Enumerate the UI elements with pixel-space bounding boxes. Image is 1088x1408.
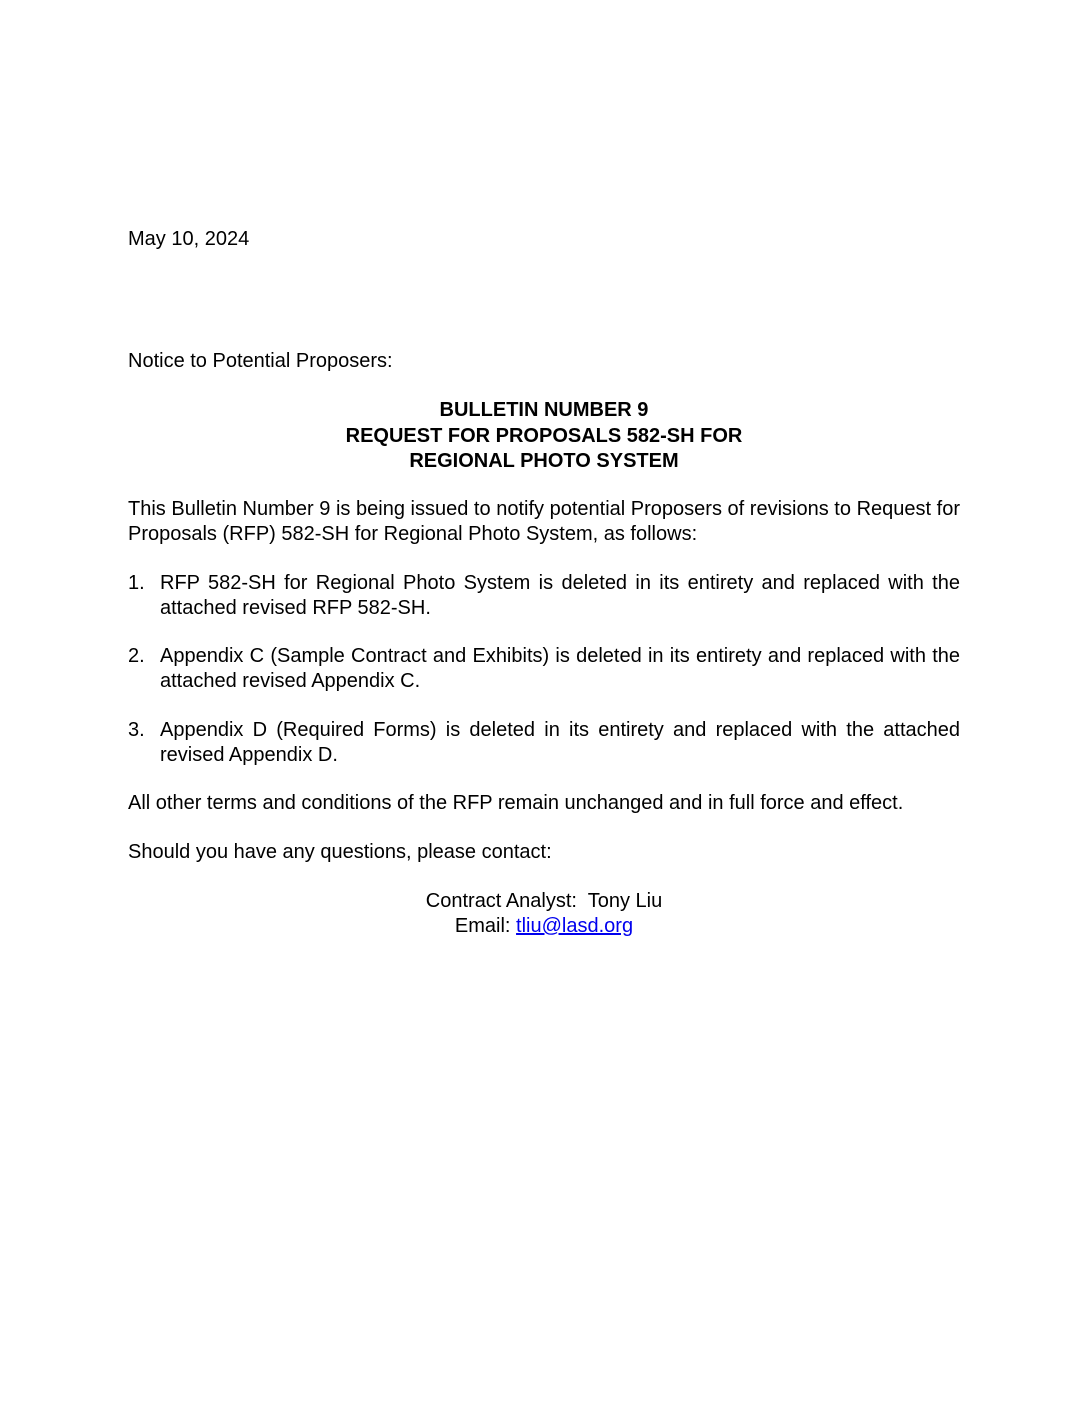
contact-analyst: Contract Analyst: Tony Liu [425,890,663,912]
salutation: Notice to Potential Proposers: [128,350,393,372]
title-line-3: REGIONAL PHOTO SYSTEM [409,450,679,472]
list-item [128,571,960,621]
list-item-text: Appendix D (Required Forms) is deleted in its entirety and replaced with the attached revised Appendix D. [160,719,960,766]
list-item [128,718,960,768]
closing-paragraph: All other terms and conditions of the RFP remain unchanged and in full force and effect. [128,792,904,814]
list-item [128,644,960,694]
list-item-number: 2. [128,645,145,667]
title-line-2: REQUEST FOR PROPOSALS 582-SH FOR [345,424,743,447]
list-item-text: Appendix C (Sample Contract and Exhibits) is deleted in its entirety and replaced with the attached revised Appendix C. [160,645,960,692]
bulletin-title [128,398,960,475]
list-item-number: 3. [128,719,145,741]
contact-email-line [128,914,960,939]
contact-prompt: Should you have any questions, please contact: [128,841,552,863]
list-item-text: RFP 582-SH for Regional Photo System is deleted in its entirety and replaced with the attached revised RFP 582-SH. [160,572,960,619]
email-link[interactable]: tliu@lasd.org [516,915,634,937]
document-date: May 10, 2024 [128,228,250,250]
email-label: Email: [454,915,517,937]
contact-block [128,889,960,939]
list-item-number: 1. [128,572,145,594]
title-line-1: BULLETIN NUMBER 9 [439,399,649,421]
intro-paragraph: This Bulletin Number 9 is being issued to notify potential Proposers of revisions to Request for Proposals (RFP) 582-SH for Regional Photo System, as follows: [128,498,960,545]
